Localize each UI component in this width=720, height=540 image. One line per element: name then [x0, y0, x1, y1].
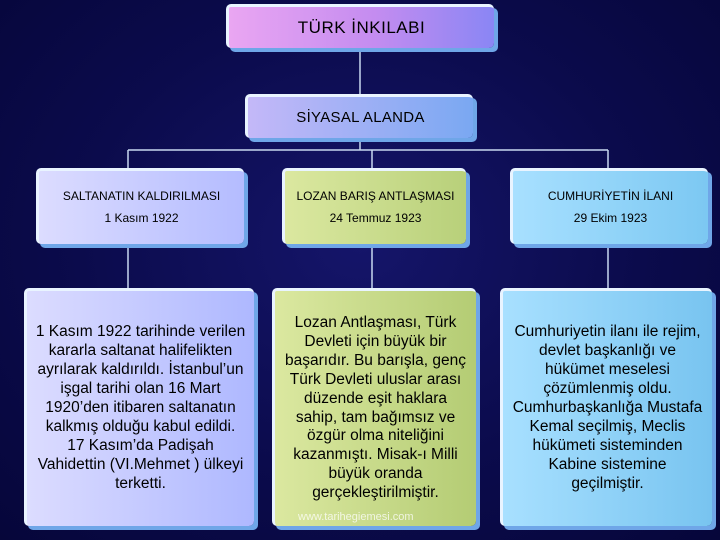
- branch-description-text: Lozan Antlaşması, Türk Devleti için büyük bir başarıdır. Bu barışla, genç Türk Devleti uluslar arası düzende eşit haklara sahip, tam bağımsız ve özgür olma niteliğini kazanmıştı. Misak-ı Milli büyük oranda gerçekleştirilmiştir.: [285, 313, 466, 502]
- branch-date: 24 Temmuz 1923: [329, 210, 422, 225]
- branch-heading-text: SALTANATIN KALDIRILMASI: [62, 188, 221, 203]
- branch-heading-lozan: [282, 168, 466, 244]
- branch-heading-cumhuriyet: [510, 168, 708, 244]
- diagram-subtitle: [245, 94, 473, 138]
- branch-description-cumhuriyet: [500, 288, 712, 526]
- branch-heading-text: CUMHURİYETİN İLANI: [547, 188, 674, 203]
- diagram-title: [226, 4, 494, 48]
- branch-description-text: Cumhuriyetin ilanı ile rejim, devlet başkanlığı ve hükümet meselesi çözümlenmiş oldu. Cumhurbaşkanlığa Mustafa Kemal seçilmiş, Meclis hükümeti sisteminden Kabine sistemine geçilmiştir.: [512, 323, 703, 492]
- branch-heading-saltanat: [36, 168, 244, 244]
- diagram-title-text: TÜRK İNKILABI: [297, 17, 426, 37]
- watermark-text: www.tarihegiemesi.com: [298, 511, 414, 523]
- branch-description-lozan: [272, 288, 476, 526]
- branch-description-saltanat: [24, 288, 254, 526]
- diagram-subtitle-text: SİYASAL ALANDA: [296, 109, 425, 126]
- branch-heading-text: LOZAN BARIŞ ANTLAŞMASI: [296, 188, 455, 203]
- branch-date: 29 Ekim 1923: [573, 210, 648, 225]
- branch-description-text: 1 Kasım 1922 tarihinde verilen kararla saltanat halifelikten ayrılarak kaldırıldı. İstanbul’un işgal tarihi olan 16 Mart 1920’den itibaren saltanatın kalkmış olduğu kabul edildi. 17 Kasım’da Padişah Vahidettin (VI.Mehmet ) ülkeyi terketti.: [35, 323, 246, 492]
- branch-date: 1 Kasım 1922: [104, 210, 179, 225]
